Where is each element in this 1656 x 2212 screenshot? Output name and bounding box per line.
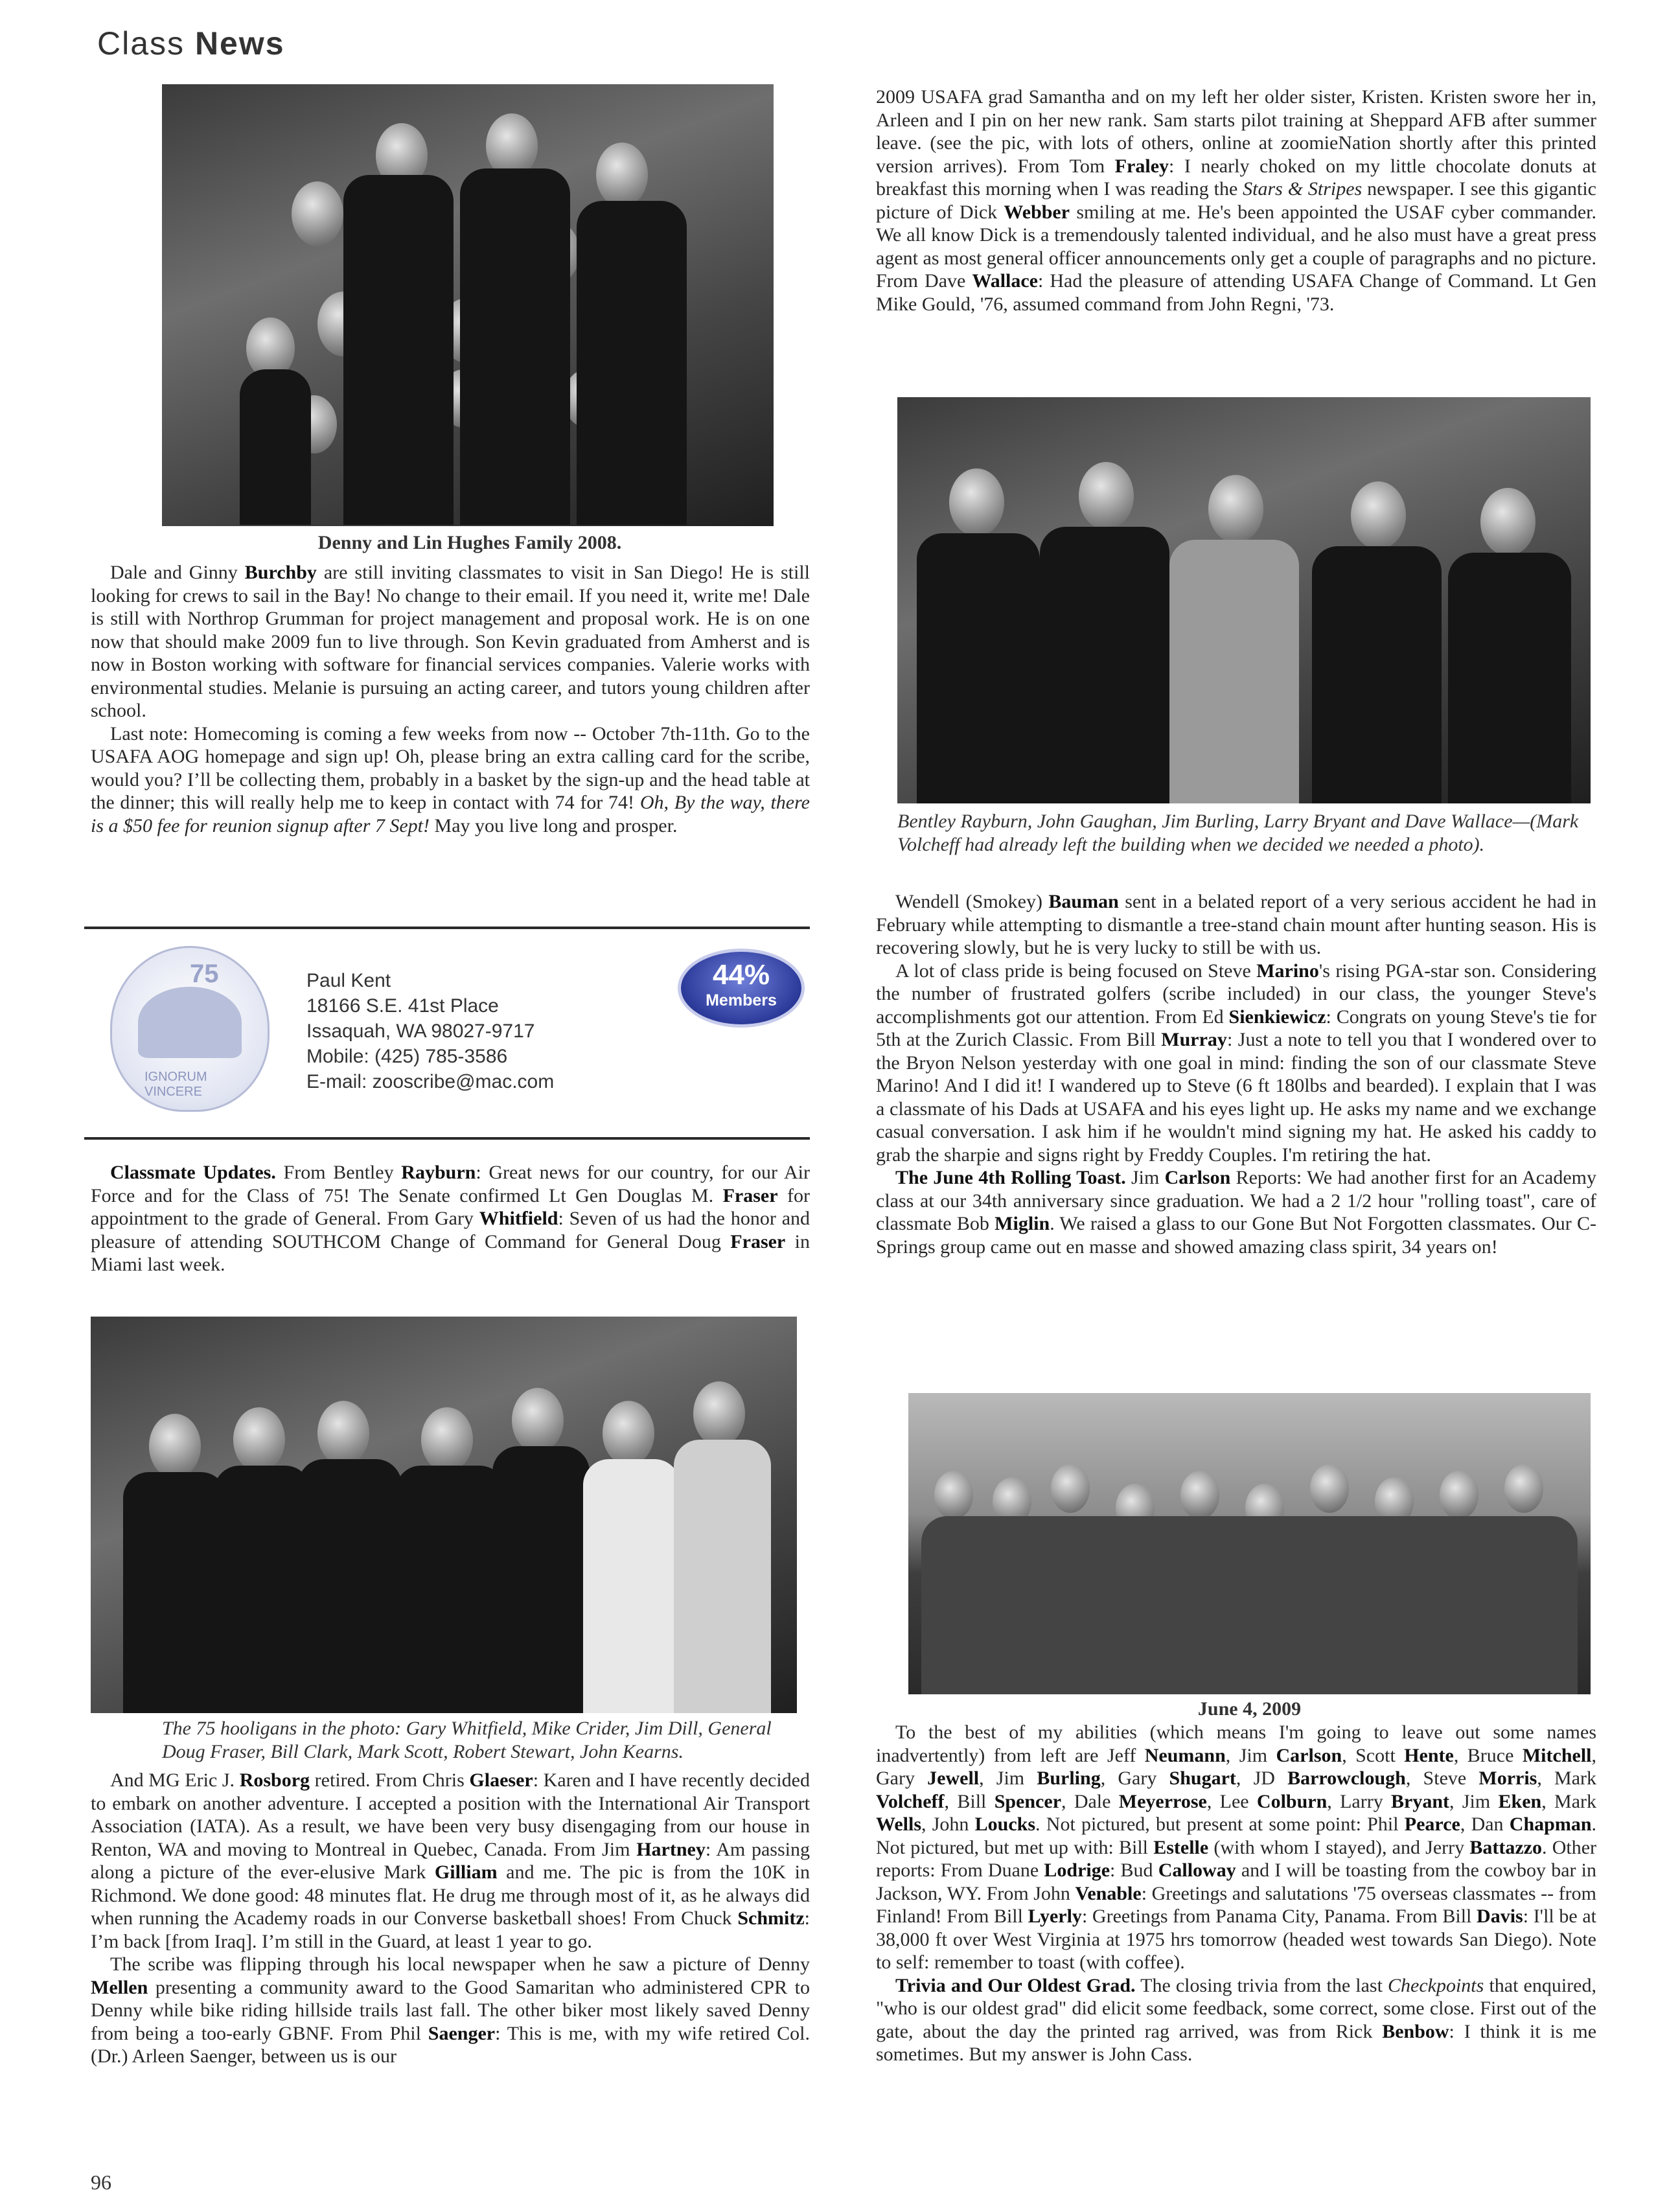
june-4-caption: June 4, 2009 xyxy=(1197,1698,1302,1720)
family-photo xyxy=(162,84,774,526)
header-class: Class xyxy=(97,25,185,62)
membership-label: Members xyxy=(706,991,777,1009)
change-of-command-photo xyxy=(897,397,1591,803)
contact-name: Paul Kent xyxy=(306,970,391,991)
eagle-wing-icon xyxy=(138,987,242,1058)
crest-number: 75 xyxy=(190,960,219,988)
membership-percent: 44% xyxy=(712,959,770,991)
divider-bottom xyxy=(84,1137,810,1140)
section-header xyxy=(97,25,285,62)
contact-city: Issaquah, WA 98027-9717 xyxy=(306,1020,535,1042)
contact-email[interactable]: E-mail: zooscribe@mac.com xyxy=(306,1071,555,1092)
homecoming-paragraph: Last note: Homecoming is coming a few weeks from now -- October 7th-11th. Go to the USAFA AOG homepage and sign up! Oh, please bring an extra calling card for the scribe, would you? I’ll be collecting them, probably in a basket by the sign-up and the head table at the dinner; this will really help me to keep in contact with 74 for 74! Oh, By the way, there is a $50 fee for reunion signup after 7 Sept! May you live long and prosper. xyxy=(91,722,810,836)
southcom-photo xyxy=(91,1317,797,1713)
scribe-newspaper-paragraph: The scribe was flipping through his local newspaper when he saw a picture of Denny Mellen presenting a community award to the Good Samaritan who administered CPR to Denny while bike riding hillside trails last fall. The other biker most likely saved Denny from being a too-early GBNF. From Phil Saenger: This is me, with my wife retired Col. (Dr.) Arleen Saenger, between us is our xyxy=(91,1953,811,2067)
june-4-group-photo xyxy=(908,1393,1591,1694)
header-news: News xyxy=(194,25,285,62)
scribe-contact xyxy=(306,968,554,1094)
column-left-top xyxy=(91,561,810,837)
crest-motto: IGNORUM VINCERE xyxy=(144,1070,207,1099)
divider-top xyxy=(84,927,810,929)
rosborg-paragraph: And MG Eric J. Rosborg retired. From Chris Glaeser: Karen and I have recently decided to embark on another adventure. I accepted a position with the International Air Transport Association (IATA). As a result, we have been very busy disengaging from our house in Renton, WA and moving to Montreal in Quebec, Canada. From Jim Hartney: Am passing along a picture of the ever-elusive Mark Gilliam and me. The pic is from the 10K in Richmond. We done good: 48 minutes flat. He drug me through most of it, as he always did when running the Academy roads in our Converse basketball shoes! From Chuck Schmitz: I’m back [from Iraq]. I’m still in the Guard, at least 1 year to go. xyxy=(91,1769,810,1952)
trivia-paragraph: Trivia and Our Oldest Grad. The closing trivia from the last Checkpoints that enquired, "who is our oldest grad" did elicit some feedback, some correct, some close. First out of the gate, about the day the printed rag arrived, was from Rick Benbow: I think it is me sometimes. But my answer is John Cass. xyxy=(876,1974,1597,2065)
contact-mobile: Mobile: (425) 785-3586 xyxy=(306,1046,508,1067)
burchby-paragraph: Dale and Ginny Burchby are still inviting classmates to visit in San Diego! He is still looking for crews to sail in the Bay! No change to their email. If you need it, write me! Dale is still with Northrop Grumman for project management and proposal work. He is on one now that should make 2009 fun to live through. Son Kevin graduated from Amherst and is now in Boston working with software for financial services companies. Valerie works with environmental studies. Melanie is pursuing an acting career, and tutors young children after school. xyxy=(91,562,810,721)
marino-paragraph: A lot of class pride is being focused on Steve Marino's rising PGA-star son. Considering the number of frustrated golfers (scribe included) in our class, the younger Steve's accomplishments got our attention. From Ed Sienkiewicz: Congrats on young Steve's tie for 5th at the Zurich Classic. From Bill Murray: Just a note to tell you that I wondered over to the Bryon Nelson yesterday with one goal in mind: finding the son of our classmate Steve Marino! And I did it! I wandered up to Steve (6 ft 180lbs and bearded). I explain that I was a classmate of his Dads at USAFA and his eyes light up. He asks my name and we exchange casual conversation. I ask him if he wouldn't mind signing my hat. He asked his caddy to grab the sharpie and signs right by Freddy Couples. I'm retiring the hat. xyxy=(876,960,1596,1166)
column-right-bottom xyxy=(876,1721,1596,2066)
saenger-continued-paragraph: 2009 USAFA grad Samantha and on my left her older sister, Kristen. Kristen swore her in, Arleen and I pin on her new rank. Sam starts pilot training at Sheppard AFB after summer leave. (see the pic, with lots of others, online at zoomieNation shortly after this printed version arrives). From Tom Fraley: I nearly choked on my little chocolate donuts at breakfast this morning when I was reading the Stars & Stripes newspaper. I see this gigantic picture of Dick Webber smiling at me. He's been appointed the USAF cyber commander. We all know Dick is a tremendously talented individual, and he also must have a great press agent as most general officer announcements only get a couple of paragraphs and no picture. From Dave Wallace: Had the pleasure of attending USAFA Change of Command. Lt Gen Mike Gould, '76, assumed command from John Regni, '73. xyxy=(876,86,1596,315)
southcom-photo-caption: The 75 hooligans in the photo: Gary Whitfield, Mike Crider, Jim Dill, General Doug Fraser, Bill Clark, Mark Scott, Robert Stewart, John Kearns. xyxy=(162,1718,772,1762)
contact-address: 18166 S.E. 41st Place xyxy=(306,995,499,1017)
bauman-paragraph: Wendell (Smokey) Bauman sent in a belated report of a very serious accident he had in February while attempting to dismantle a tree-stand chain mount after hunting season. His is recovering slowly, but he is very lucky to still be with us. xyxy=(876,891,1596,958)
family-photo-caption: Denny and Lin Hughes Family 2008. xyxy=(317,532,622,553)
rolling-toast-paragraph: The June 4th Rolling Toast. Jim Carlson Reports: We had another first for an Academy class at our 34th anniversary since graduation. We had a 2 1/2 hour "rolling toast", care of classmate Bob Miglin. We raised a glass to our Gone But Not Forgotten classmates. Our C-Springs group came out en masse and showed amazing class spirit, 34 years on! xyxy=(876,1167,1596,1258)
column-left-updates xyxy=(91,1161,810,1276)
column-right-middle xyxy=(876,890,1596,1258)
page-number: 96 xyxy=(91,2171,111,2194)
membership-badge xyxy=(678,949,805,1028)
column-left-bottom xyxy=(91,1769,810,2068)
classmate-updates-paragraph: Classmate Updates. From Bentley Rayburn: Great news for our country, for our Air Force and for the Class of 75! The Senate confirmed Lt Gen Douglas M. Fraser for appointment to the grade of General. From Gary Whitfield: Seven of us had the honor and pleasure of attending SOUTHCOM Change of Command for General Doug Fraser in Miami last week. xyxy=(91,1162,811,1275)
class-crest-logo xyxy=(110,946,270,1112)
change-of-command-caption: Bentley Rayburn, John Gaughan, Jim Burling, Larry Bryant and Dave Wallace—(Mark Volcheff had already left the building when we decided we needed a photo). xyxy=(897,811,1579,855)
june-4-names-paragraph: To the best of my abilities (which means I'm going to leave out some names inadvertently) from left are Jeff Neumann, Jim Carlson, Scott Hente, Bruce Mitchell, Gary Jewell, Jim Burling, Gary Shugart, JD Barrowclough, Steve Morris, Mark Volcheff, Bill Spencer, Dale Meyerrose, Lee Colburn, Larry Bryant, Jim Eken, Mark Wells, John Loucks. Not pictured, but present at some point: Phil Pearce, Dan Chapman. Not pictured, but met up with: Bill Estelle (with whom I stayed), and Jerry Battazzo. Other reports: From Duane Lodrige: Bud Calloway and I will be toasting from the cowboy bar in Jackson, WY. From John Venable: Greetings and salutations '75 overseas classmates -- from Finland! From Bill Lyerly: Greetings from Panama City, Panama. From Bill Davis: I'll be at 38,000 ft over West Virginia at 1975 hrs tomorrow (headed west towards San Diego). Note to self: remember to toast (with coffee). xyxy=(876,1722,1597,1973)
column-right-top xyxy=(876,86,1596,316)
